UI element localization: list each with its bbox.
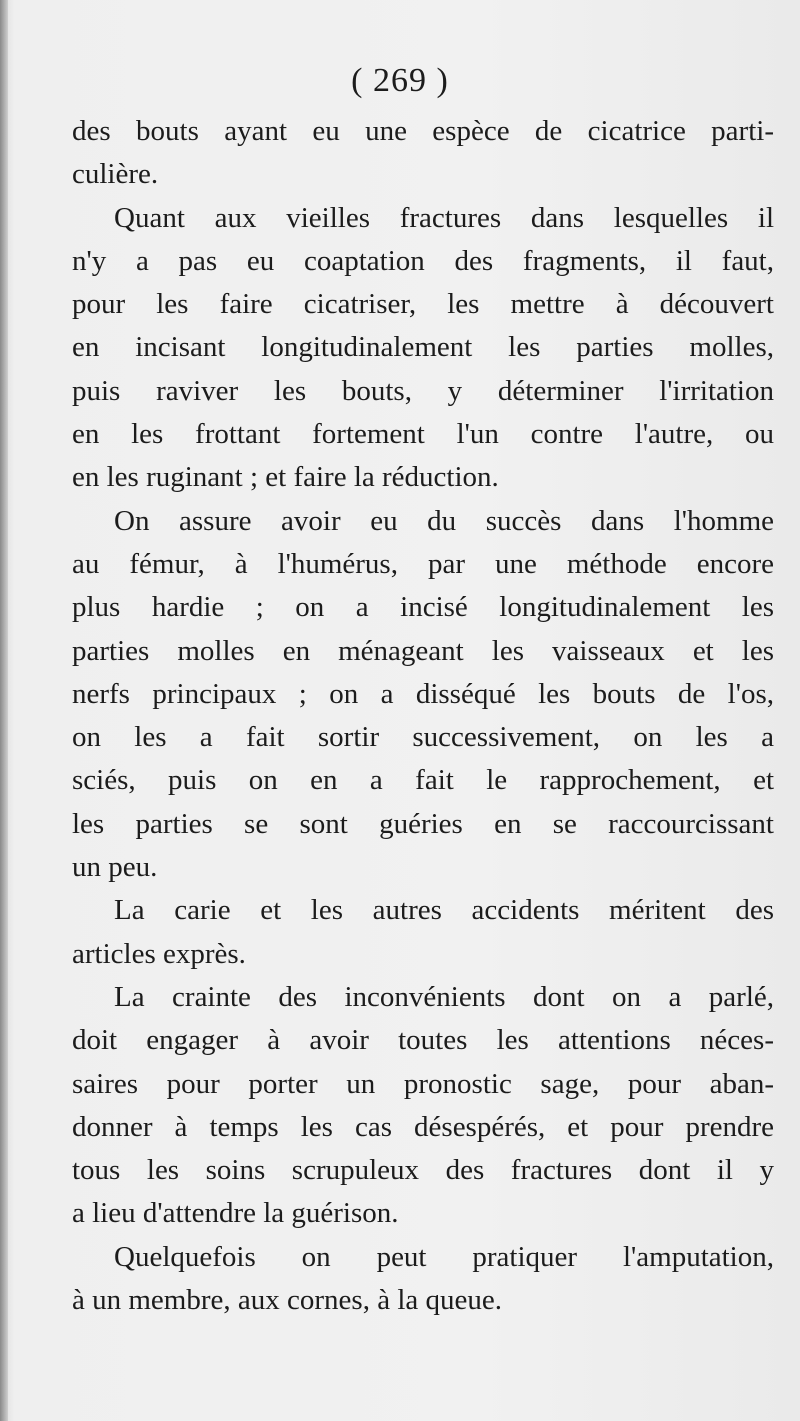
page-number: ( 269 ) [351, 62, 449, 99]
paragraph [72, 1236, 774, 1323]
text-line: tous les soins scrupuleux des fractures dont il y [72, 1154, 774, 1187]
text-line: doit engager à avoir toutes les attentions néces- [72, 1024, 774, 1057]
text-line: culière. [72, 158, 159, 191]
text-line: un peu. [72, 851, 158, 884]
text-line: en incisant longitudinalement les parties molles, [72, 331, 774, 364]
text-line: les parties se sont guéries en se raccourcissant [72, 807, 774, 840]
paragraph [72, 197, 774, 500]
text-line: n'y a pas eu coaptation des fragments, il faut, [72, 244, 774, 277]
text-line: à un membre, aux cornes, à la queue. [72, 1284, 502, 1317]
text-line: pour les faire cicatriser, les mettre à découvert [72, 288, 774, 321]
paragraph [72, 500, 774, 890]
paragraph [72, 889, 774, 976]
paragraph [72, 976, 774, 1236]
text-line: donner à temps les cas désespérés, et pour prendre [72, 1110, 774, 1143]
text-line: nerfs principaux ; on a disséqué les bouts de l'os, [72, 677, 774, 710]
text-line: puis raviver les bouts, y déterminer l'irritation [72, 374, 774, 407]
text-line: articles exprès. [72, 937, 246, 970]
text-line: On assure avoir eu du succès dans l'homme [114, 504, 774, 537]
text-line: au fémur, à l'humérus, par une méthode encore [72, 547, 774, 580]
text-line: parties molles en ménageant les vaisseaux et les [72, 634, 774, 667]
text-line: La carie et les autres accidents méritent des [114, 894, 774, 927]
text-line: a lieu d'attendre la guérison. [72, 1197, 399, 1230]
text-line: Quelquefois on peut pratiquer l'amputation, [114, 1240, 774, 1273]
text-line: La crainte des inconvénients dont on a parlé, [114, 980, 774, 1013]
body-text [72, 110, 774, 1322]
text-line: des bouts ayant eu une espèce de cicatrice parti- [72, 115, 774, 147]
text-line: en les frottant fortement l'un contre l'autre, ou [72, 418, 774, 451]
text-line: on les a fait sortir successivement, on les a [72, 721, 774, 754]
text-line: sciés, puis on en a fait le rapprochement, et [72, 764, 774, 797]
text-line: plus hardie ; on a incisé longitudinalement les [72, 591, 774, 624]
text-line: en les ruginant ; et faire la réduction. [72, 461, 499, 494]
page-binding-shadow [0, 0, 8, 1421]
text-line: Quant aux vieilles fractures dans lesquelles il [114, 201, 774, 234]
paragraph [72, 110, 774, 197]
text-line: saires pour porter un pronostic sage, pour aban- [72, 1067, 774, 1100]
